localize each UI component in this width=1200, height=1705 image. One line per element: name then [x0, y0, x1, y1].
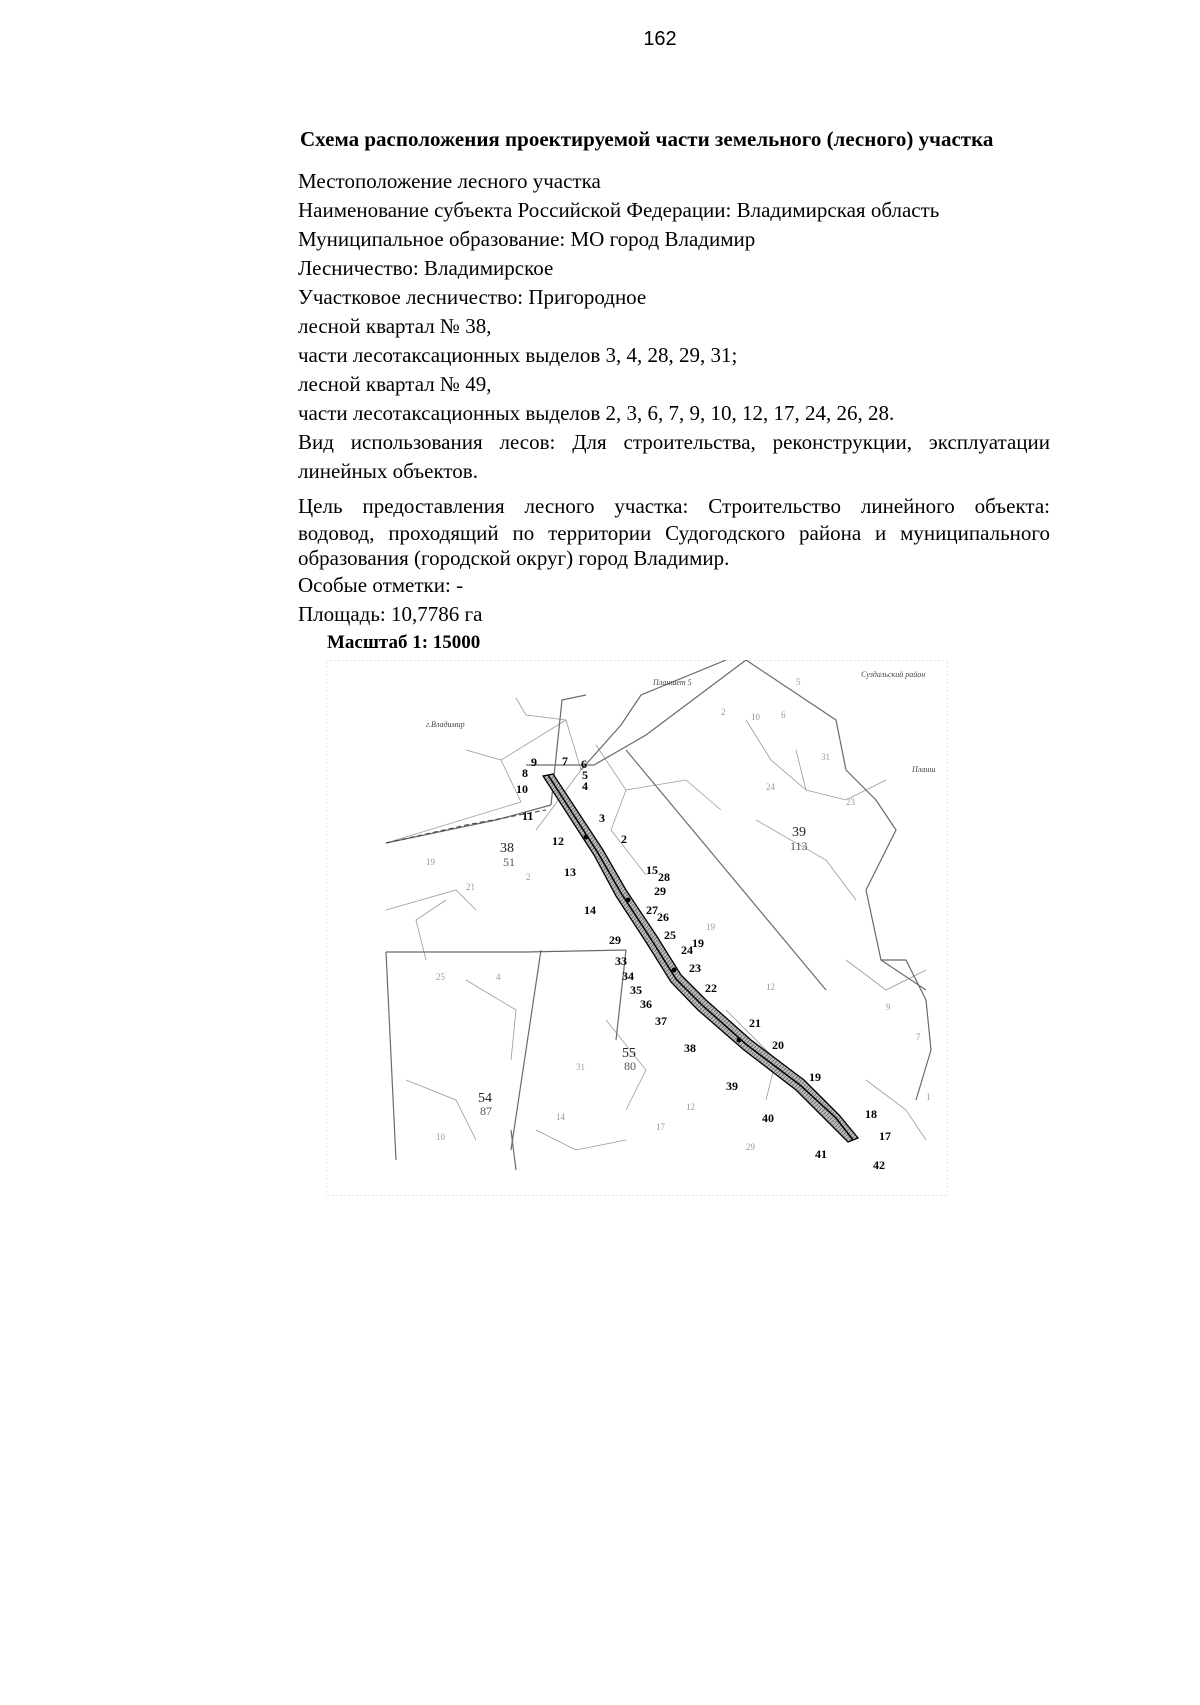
usage-line-2: линейных объектов.	[298, 459, 478, 483]
svg-text:24: 24	[766, 782, 775, 792]
quarter-39-sub: 113	[790, 839, 808, 853]
quarter-55-sub: 80	[624, 1059, 636, 1073]
svg-text:14: 14	[556, 1112, 565, 1122]
point-9: 9	[531, 755, 537, 769]
point-35: 35	[630, 983, 642, 997]
page-number: 162	[643, 28, 677, 50]
quarter-38-parts-line: части лесотаксационных выделов 3, 4, 28, 29, 31;	[298, 343, 738, 367]
point-19: 19	[809, 1070, 821, 1084]
point-27: 27	[646, 903, 658, 917]
point-17: 17	[879, 1129, 891, 1143]
svg-text:5: 5	[796, 677, 801, 687]
map-scale: Масштаб 1: 15000	[327, 632, 481, 653]
point-32: 29	[609, 933, 621, 947]
svg-text:2: 2	[721, 707, 726, 717]
point-14: 14	[584, 903, 596, 917]
point-41: 42	[873, 1158, 885, 1172]
district-forestry-line: Участковое лесничество: Пригородное	[298, 285, 647, 309]
point-42: 41	[815, 1147, 827, 1161]
svg-text:19: 19	[426, 857, 435, 867]
point-37: 37	[655, 1014, 667, 1028]
svg-text:12: 12	[686, 1102, 695, 1112]
svg-text:19: 19	[706, 922, 715, 932]
point-13: 13	[564, 865, 576, 879]
svg-text:7: 7	[916, 1032, 921, 1042]
quarter-54-label: 54	[478, 1091, 492, 1106]
point-39: 39	[726, 1079, 738, 1093]
point-3: 3	[599, 811, 605, 825]
point-18: 18	[865, 1107, 877, 1121]
point-19-near: 19	[692, 936, 704, 950]
quarter-39-label: 39	[792, 825, 806, 840]
svg-text:29: 29	[746, 1142, 755, 1152]
pipeline-node	[672, 968, 677, 973]
point-23: 23	[689, 961, 701, 975]
point-24: 24	[681, 943, 693, 957]
point-20: 20	[772, 1038, 784, 1052]
point-11: 11	[522, 809, 534, 823]
point-26: 26	[657, 910, 669, 924]
suzdal-district-label: Суздальский район	[861, 670, 926, 679]
point-4: 4	[582, 779, 588, 793]
subject-line: Наименование субъекта Российской Федерации: Владимирская область	[298, 198, 940, 222]
purpose-line-1: Цель предоставления лесного участка: Строительство линейного объекта:	[298, 494, 1050, 518]
location-heading: Местоположение лесного участка	[298, 169, 601, 193]
pipeline-node	[626, 898, 631, 903]
svg-text:4: 4	[496, 972, 501, 982]
point-40: 40	[762, 1111, 774, 1125]
point-7: 7	[562, 754, 568, 768]
area-line: Площадь: 10,7786 га	[298, 602, 483, 626]
point-28: 28	[658, 870, 670, 884]
svg-text:25: 25	[436, 972, 445, 982]
pipeline-node	[584, 835, 589, 840]
quarter-38-sub: 51	[503, 855, 515, 869]
quarter-38-label: 38	[500, 841, 514, 856]
planshet-label: Планшет 5	[653, 678, 692, 687]
site-scheme-map	[326, 660, 948, 1196]
special-marks-line: Особые отметки: -	[298, 573, 464, 597]
point-8: 8	[522, 766, 528, 780]
svg-text:31: 31	[576, 1062, 585, 1072]
point-2: 2	[621, 832, 627, 846]
vladimir-city-label: г.Владимир	[426, 720, 465, 729]
planshet-right-label: Планш	[912, 765, 936, 774]
point-33: 33	[615, 954, 627, 968]
svg-text:2: 2	[526, 872, 531, 882]
quarter-55-label: 55	[622, 1046, 636, 1061]
site-info-block	[298, 167, 1050, 629]
point-21: 21	[749, 1016, 761, 1030]
quarter-49-line: лесной квартал № 49,	[298, 372, 492, 396]
svg-text:6: 6	[781, 710, 786, 720]
map-svg	[326, 660, 948, 1196]
svg-text:31: 31	[821, 752, 830, 762]
pipeline-node	[737, 1038, 742, 1043]
forestry-line: Лесничество: Владимирское	[298, 256, 554, 280]
svg-text:17: 17	[656, 1122, 665, 1132]
point-29: 29	[654, 884, 666, 898]
point-25: 25	[664, 928, 676, 942]
point-22: 22	[705, 981, 717, 995]
point-12: 12	[552, 834, 564, 848]
point-15: 15	[646, 863, 658, 877]
quarter-49-parts-line: части лесотаксационных выделов 2, 3, 6, 7, 9, 10, 12, 17, 24, 26, 28.	[298, 401, 895, 425]
svg-text:23: 23	[846, 797, 855, 807]
point-34: 34	[622, 969, 634, 983]
quarter-38-line: лесной квартал № 38,	[298, 314, 492, 338]
purpose-line-2: водовод, проходящий по территории Судогодского района и муниципального	[298, 521, 1050, 545]
svg-text:1: 1	[926, 1092, 931, 1102]
usage-line-1: Вид использования лесов: Для строительства, реконструкции, эксплуатации	[298, 430, 1050, 454]
point-38: 38	[684, 1041, 696, 1055]
point-5: 5	[582, 768, 588, 782]
svg-text:12: 12	[766, 982, 775, 992]
point-36: 36	[640, 997, 652, 1011]
quarter-54-sub: 87	[480, 1104, 492, 1118]
svg-text:10: 10	[751, 712, 760, 722]
svg-text:21: 21	[466, 882, 475, 892]
svg-text:9: 9	[886, 1002, 891, 1012]
document-title: Схема расположения проектируемой части земельного (лесного) участка	[300, 127, 994, 151]
point-10: 10	[516, 782, 528, 796]
svg-text:10: 10	[436, 1132, 445, 1142]
municipality-line: Муниципальное образование: МО город Владимир	[298, 227, 756, 251]
purpose-line-3: образования (городской округ) город Владимир.	[298, 546, 730, 570]
point-6: 6	[581, 757, 587, 771]
